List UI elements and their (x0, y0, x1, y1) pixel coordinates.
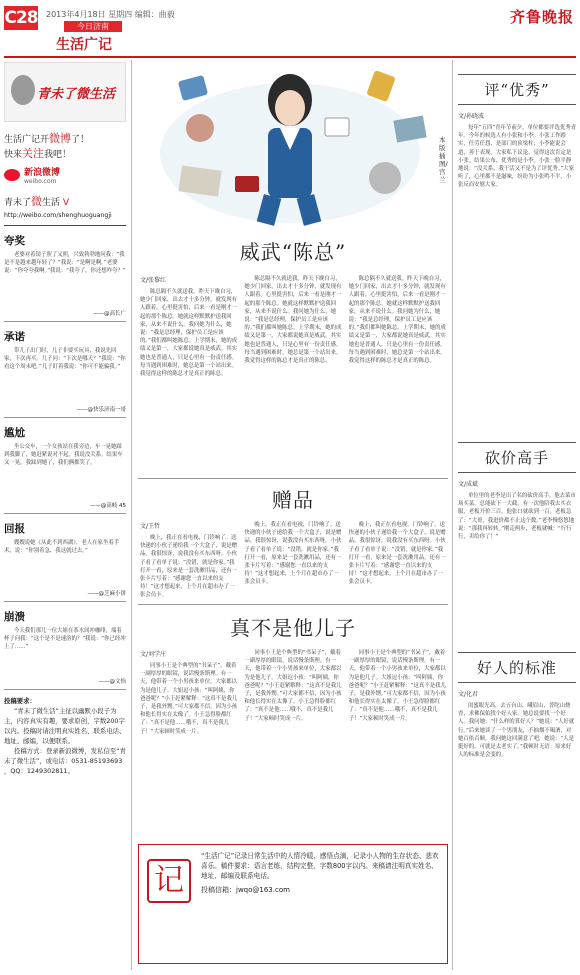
article-text: 晚上，我正在看电视，门铃响了。送快递的小伙子递给我一个大盒子，说是赠品。我很惊讶，说我没有买东西呀。小伙子看了看单子说：“没错，就是你家。”我打开一看，原来是一套洗漱用品，还有一张卡片写着：“感谢您一直以来的支持！”这才想起来，上个月在超市办了一张会员卡。 (244, 522, 342, 586)
divider (138, 478, 448, 479)
article-text: 陈总隔不久就送我。昨天下晚自习，她少门回家，出去才十多分钟，就发现有人跟着。心里挺害怕，后来一看是刚才一起的那个陈总。她就这样默默护送我回家，从来不说什么。我问她为什么，她说：“我是总经理，保护员工是应该的。”我们都叫她陈总。上学期末，她的成绩又是第一，大家都说她真是威武。其实她也是普通人，只是心里有一份责任感。每当遇到困难时，她总是第一个站出来。我觉得这样的陈总才是真正的陈总。 (140, 289, 238, 378)
weibo-link[interactable]: http://weibo.com/shenghuoguangji (4, 212, 112, 219)
ji-seal-icon: 记 (147, 859, 191, 903)
article-byline: 文/王哲 (140, 523, 161, 530)
submission-email: 投稿信箱：jwqo@163.com (201, 886, 290, 894)
article-byline: 文/张黎红 (140, 277, 167, 284)
column-divider (452, 60, 453, 970)
sidebar-item-text: 带儿子出门时，儿子非要买玩具，我说先回家，下次再买。儿子问：“下次是哪天？”我说：“你看这个周末吧。”儿子盯着我说：“你可不能骗我。” (4, 348, 126, 371)
article-text: 晚上，我正在看电视，门铃响了。送快递的小伙子递给我一个大盒子，说是赠品。我很惊讶，说我没有买东西呀。小伙子看了看单子说：“没错，就是你家。”我打开一看，原来是一套洗漱用品，还有一张卡片写着：“感谢您一直以来的支持！”这才想起来，上个月在超市办了一张会员卡。 (348, 522, 446, 586)
weibo-account: 青未了微生活 V (4, 195, 70, 208)
divider (4, 689, 126, 690)
sidebar-item-title: 回报 (4, 523, 25, 535)
divider (4, 225, 126, 226)
article-text: 每年“五四”青年节前夕，单位都要评选优秀青年。今年的候选人有小张和小李。小张工作踏实，任劳任怨，是部门的顶梁柱；小李能说会道，善于表现。大家私下议论，觉得这次肯定是小张。结果公布，优秀的是小李。小张一脸平静地说：“没关系，我干活又不是为了评优秀。”大家听了，心里都不是滋味，纷纷为小张鸣不平，小张反而安慰大家。 (458, 125, 576, 189)
editor-note-box (138, 844, 448, 964)
sidebar-item-text: 坐公交车，一个女孩站在我旁边，车一晃她踩到我脚了，她赶紧说对不起。我说没关系。结果车又一晃，我踩到她了，我们俩都笑了。 (4, 444, 123, 467)
sina-url: weibo.com (24, 178, 57, 185)
sidebar-item-author: ——@快乐济南一哥 (76, 407, 126, 413)
issue-date-editor: 2013年4月18日 星期四 编辑：曲毅 (46, 10, 175, 19)
sidebar-item-text: 嫂嫂说她《从此不到西湖》，老人在家坐着手术，说：“你别着急，我这就过去。” (4, 540, 120, 555)
sidebar-item (4, 521, 126, 597)
divider (4, 601, 126, 602)
divider (4, 513, 126, 514)
sidebar-item (4, 233, 126, 317)
sidebar-item-text: 老婆对着镜子照了又照，兴致勃勃地问我：“我是不是越来越年轻了？”我说：“是啊是啊。”老婆说：“你夸夸我啊。”我说：“我夸了，你还想咋夸？” (4, 252, 126, 275)
right-article (458, 62, 576, 442)
article-1 (140, 236, 446, 476)
article-text: 单位里的老李是出了名的砍价高手。他去菜市场买菜，总能砍下一大截。有一次他陪我去买衣服，老板开价三百，他张口就砍到一百。老板急了：“大哥，我进价都不止这个数。”老李慢悠悠地说：“那我再转转。”刚走两步，老板就喊：“行行行，卖给你了！” (458, 493, 576, 541)
newspaper-logo: 齐鲁晚报 (509, 8, 574, 26)
notice-text: “青未了微生活”主征以幽默小段子为主，内容真实有趣，要求原创，字数200字以内。投稿时请注明真实姓名、联系电话、地址、邮编，以便联系。 (4, 707, 126, 745)
sina-brand: 新浪微博 (24, 168, 61, 178)
article-text: 同事小王是个典型的“书呆子”，戴着一副厚厚的眼镜，说话慢条斯理。有一天，他带着一个小男孩来单位，大家都以为是他儿子。大姐逗小孩：“叫阿姨，你爸爸呢？”小王赶紧解释：“这真不是我儿子，是我外甥。”可大家都不信，因为小孩和他长得实在太像了。小王急得脸都红了：“真不是他……哦不，真不是我儿子！”大家顿时笑成一片。 (348, 650, 446, 722)
article-text: 晚上，我正在看电视，门铃响了。送快递的小伙子递给我一个大盒子，说是赠品。我很惊讶，说我没有买东西呀。小伙子看了看单子说：“没错，就是你家。”我打开一看，原来是一套洗漱用品，还有一张卡片写着：“感谢您一直以来的支持！”这才想起来，上个月在超市办了一张会员卡。 (140, 535, 238, 599)
article-title: 砍价高手 (484, 449, 549, 467)
sidebar-item-author: ——@高长广 (92, 311, 126, 317)
right-article (458, 442, 576, 652)
article-2 (140, 484, 446, 602)
page-number: C28 (4, 8, 38, 28)
divider (4, 321, 126, 322)
right-title-box (458, 652, 576, 683)
article-title: 威武“陈总” (239, 240, 347, 264)
article-byline: 文/化君 (458, 691, 479, 698)
illustration-caption: 本版插图/宫兰 (439, 136, 448, 184)
article-byline: 文/刘学庄 (140, 651, 167, 658)
article-text: 闺蜜眼光高，去五台山、峨眉山、普陀山烧香，求佛保佑找个好人家。她总说要找一个好人。我问她：“什么样的算好人？”她说：“人好就行。”后来她谈了一个男朋友，不抽烟不喝酒，对她百依百顺。我问她这回满意了吧，她说：“人是挺好的，可就是太老实了。”我顿时无语：原来好人的标准是会变的。 (458, 703, 575, 759)
email-link[interactable]: jwqo@163.com (236, 886, 290, 894)
sidebar-banner (4, 62, 126, 122)
editor-note-text: “生活广记”记录日常生活中的人情冷暖、感悟点滴，记录小人物的生存状态、悲欢喜乐。稿件要求：语言老练，结构完整，字数800字以内。来稿请注明真实姓名、地址、邮编及联系电话。 (201, 852, 439, 880)
article-byline: 文/孙晓波 (458, 113, 485, 120)
sidebar-item-author: ——@高岐 45 (89, 503, 126, 509)
weibo-promo-line1: 生活广记开微博了！ (4, 132, 90, 145)
column-divider (131, 60, 132, 970)
right-column (458, 62, 576, 967)
right-title-box (458, 442, 576, 473)
divider (4, 417, 126, 418)
sidebar-item-title: 承诺 (4, 331, 25, 343)
cartoon-owl-icon (11, 75, 35, 105)
notice-contact: 投稿方式：登录新浪微博，发私信至“青未了微生活”，或电话：0531-85193693 ，QQ：1249302811。 (4, 747, 126, 775)
sidebar-item (4, 425, 126, 509)
divider (138, 604, 448, 605)
header-illustration (140, 58, 448, 233)
sidebar-item-title: 夸奖 (4, 235, 25, 247)
weibo-promo (4, 132, 126, 162)
weibo-eye-icon (4, 169, 20, 181)
article-text: 陈总隔不久就送我。昨天下晚自习，她少门回家，出去才十多分钟，就发现有人跟着。心里挺害怕，后来一看是刚才一起的那个陈总。她就这样默默护送我回家，从来不说什么。我问她为什么，她说：“我是总经理，保护员工是应该的。”我们都叫她陈总。上学期末，她的成绩又是第一，大家都说她真是威武。其实她也是普通人，只是心里有一份责任感。每当遇到困难时，她总是第一个站出来。我觉得这样的陈总才是真正的陈总。 (348, 276, 446, 365)
column-title: 生活广记 (56, 37, 112, 53)
article-title: 好人的标准 (476, 659, 557, 677)
article-title: 赠品 (272, 488, 314, 512)
right-article (458, 652, 576, 962)
article-text: 陈总隔不久就送我。昨天下晚自习，她少门回家，出去才十多分钟，就发现有人跟着。心里挺害怕，后来一看是刚才一起的那个陈总。她就这样默默护送我回家，从来不说什么。我问她为什么，她说：“我是总经理，保护员工是应该的。”我们都叫她陈总。上学期末，她的成绩又是第一，大家都说她真是威武。其实她也是普通人，只是心里有一份责任感。每当遇到困难时，她总是第一个站出来。我觉得这样的陈总才是真正的陈总。 (244, 276, 342, 365)
article-text: 同事小王是个典型的“书呆子”，戴着一副厚厚的眼镜，说话慢条斯理。有一天，他带着一个小男孩来单位，大家都以为是他儿子。大姐逗小孩：“叫阿姨，你爸爸呢？”小王赶紧解释：“这真不是我儿子，是我外甥。”可大家都不信，因为小孩和他长得实在太像了。小王急得脸都红了：“真不是他……哦不，真不是我儿子！”大家顿时笑成一片。 (140, 663, 238, 735)
sidebar (4, 62, 126, 970)
businesswoman-illustration (140, 58, 440, 233)
sidebar-item (4, 609, 126, 685)
sidebar-item-title: 崩溃 (4, 611, 25, 623)
article-title: 评“优秀” (484, 81, 550, 99)
weibo-promo-line2: 快来关注我吧！ (4, 147, 72, 160)
sidebar-item-author: ——@芝麻小饼 (87, 591, 126, 597)
right-title-box (458, 74, 576, 105)
article-title: 真不是他儿子 (230, 616, 356, 640)
sidebar-item (4, 329, 126, 413)
submission-notice (4, 696, 126, 776)
sidebar-item-title: 尴尬 (4, 427, 25, 439)
verified-v-icon: V (62, 198, 70, 208)
sina-weibo-logo[interactable] (4, 165, 126, 185)
notice-title: 投稿要求： (4, 697, 36, 705)
article-text: 同事小王是个典型的“书呆子”，戴着一副厚厚的眼镜，说话慢条斯理。有一天，他带着一个小男孩来单位，大家都以为是他儿子。大姐逗小孩：“叫阿姨，你爸爸呢？”小王赶紧解释：“这真不是我儿子，是我外甥。”可大家都不信，因为小孩和他长得实在太像了。小王急得脸都红了：“真不是他……哦不，真不是我儿子！”大家顿时笑成一片。 (244, 650, 342, 722)
banner-title: 青未了微生活 (37, 87, 116, 102)
sidebar-item-author: ——@文怡 (98, 679, 126, 685)
article-byline: 文/成斌 (458, 481, 479, 488)
article-3 (140, 612, 446, 832)
section-badge: 今日济南 (64, 21, 122, 32)
sidebar-item-text: 今天我们那儿一位大姐在茶水间冲咖啡，端着杯子问我：“这个是不是速溶的？”我说：“你已经冲上了……” (4, 628, 126, 651)
